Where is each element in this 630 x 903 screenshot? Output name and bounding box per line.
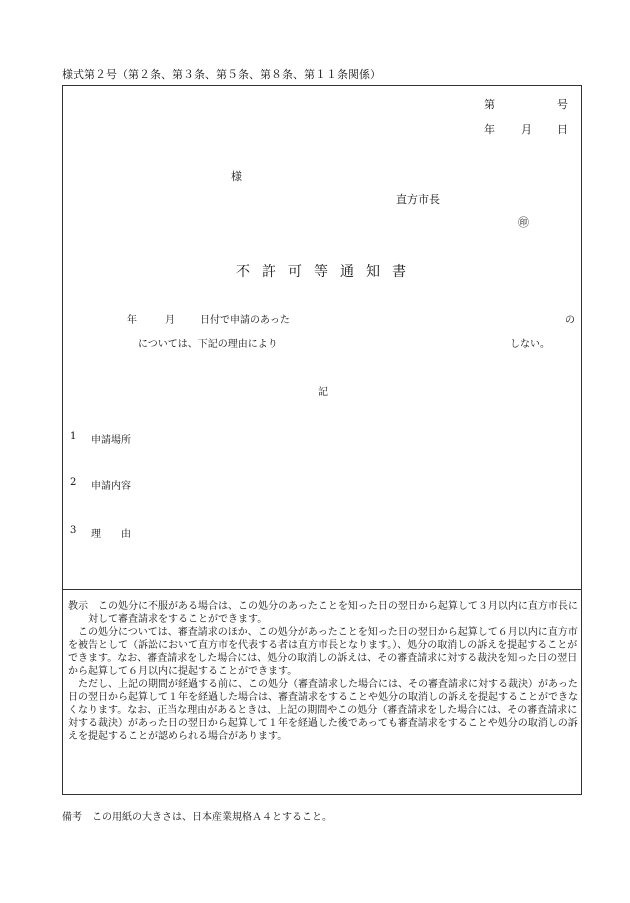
issuer-name: 直方市長 (396, 193, 440, 206)
number-go: 号 (557, 98, 568, 111)
number-dai: 第 (484, 98, 495, 111)
teaching-paragraph-2: この処分については、審査請求のほか、この処分があったことを知った日の翌日から起算して６月以内に直方市を被告として（訴訟において直方市を代表する者は直方市長となります。）、処分の取消しの訴えを提起することができます。なお、審査請求をした場合には、処分の取消しの訴えは、その審査請求に対する裁決を知った日の翌日から起算して６月以内に提起することができます。 (68, 627, 578, 677)
item-1-label: 申請場所 (91, 435, 131, 446)
date-month: 月 (521, 123, 532, 136)
form-label: 様式第２号（第２条、第３条、第５条、第８条、第１１条関係） (62, 68, 381, 81)
item-2-label: 申請内容 (91, 481, 131, 492)
document-title: 不許可等通知書 (236, 264, 418, 280)
addressee-sama: 様 (231, 170, 242, 183)
item-3-num: 3 (70, 525, 77, 536)
body-line2-text: については、下記の理由により (138, 339, 278, 350)
body-line1-text: 日付で申請のあった (200, 315, 290, 326)
body-year: 年 (127, 315, 137, 326)
remarks-note: 備考 この用紙の大きさは、日本産業規格Ａ４とすること。 (62, 812, 332, 823)
item-2-num: 2 (70, 477, 77, 488)
teaching-paragraph-1: 教示 この処分に不服がある場合は、この処分のあったことを知った日の翌日から起算して３月以内に直方市長に対して審査請求をすることができます。 (68, 601, 578, 625)
teaching-paragraph-3: ただし、上記の期間が経過する前に、この処分（審査請求した場合には、その審査請求に対する裁決）があった日の翌日から起算して１年を経過した場合は、審査請求をすることや処分の取消しの訴えを提起することができなくなります。なお、正当な理由があるときは、上記の期間やこの処分（審査請求をした場合には、その審査請求に対する裁決）があった日の翌日から起算して１年を経過した後であっても審査請求をすることや処分の取消しの訴えを提起することが認められる場合があります。 (68, 679, 578, 742)
item-1-num: 1 (70, 431, 77, 442)
item-3-label: 理 由 (91, 529, 131, 540)
date-year: 年 (484, 123, 495, 136)
teaching-text (68, 600, 578, 743)
seal-mark: ㊞ (518, 216, 529, 229)
body-line1-end: の (565, 315, 575, 326)
date-day: 日 (557, 123, 568, 136)
body-month: 月 (165, 315, 175, 326)
body-line2-end: しない。 (510, 339, 550, 350)
ki-mark: 記 (318, 387, 328, 398)
